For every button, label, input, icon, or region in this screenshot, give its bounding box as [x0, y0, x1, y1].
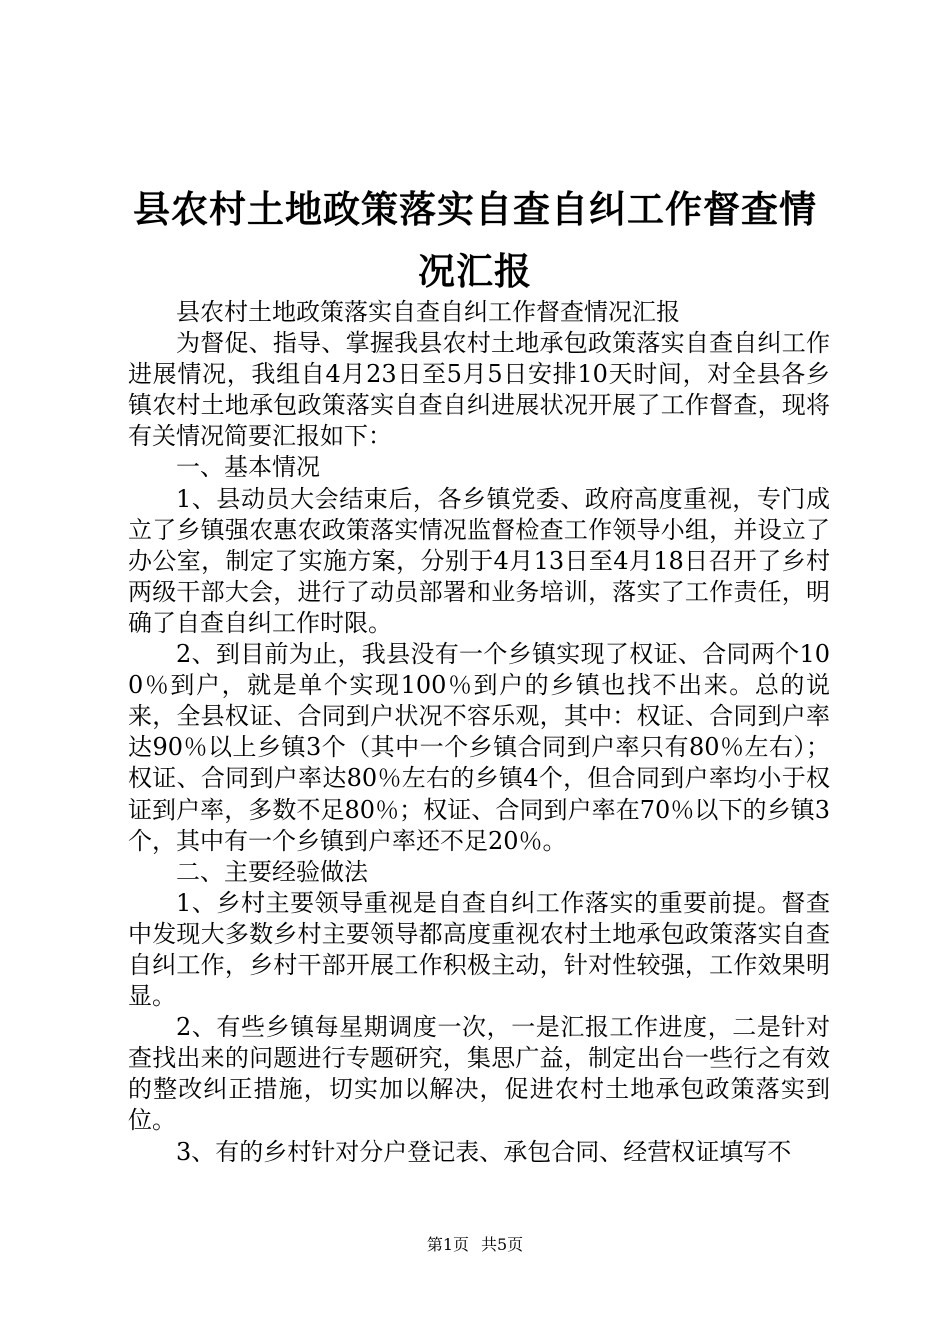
document-title: 县农村土地政策落实自查自纠工作督查情况汇报: [133, 187, 817, 293]
document-body: [128, 297, 830, 1168]
paragraph-experience-2: 2、有些乡镇每星期调度一次，一是汇报工作进度，二是针对查找出来的问题进行专题研究，集思广益，制定出台一些行之有效的整改纠正措施，切实加以解决，促进农村土地承包政策落实到位。: [128, 1013, 830, 1135]
paragraph-experience-3: 3、有的乡村针对分户登记表、承包合同、经营权证填写不: [176, 1137, 792, 1166]
page-footer: [0, 1235, 950, 1255]
paragraph-basic-2: 2、到目前为止，我县没有一个乡镇实现了权证、合同两个100％到户，就是单个实现100％到户的乡镇也找不出来。总的说来，全县权证、合同到户状况不容乐观，其中：权证、合同到户率达90％以上乡镇3个（其中一个乡镇合同到户率只有80％左右）；权证、合同到户率达80％左右的乡镇4个，但合同到户率均小于权证到户率，多数不足80％；权证、合同到户率在70％以下的乡镇3个，其中有一个乡镇到户率还不足20％。: [128, 640, 830, 855]
section-heading-experience: 二、主要经验做法: [176, 857, 368, 886]
page-total: 共5页: [481, 1235, 524, 1254]
paragraph-experience-1: 1、乡村主要领导重视是自查自纠工作落实的重要前提。督查中发现大多数乡村主要领导都高度重视农村土地承包政策落实自查自纠工作，乡村干部开展工作积极主动，针对性较强，工作效果明显。: [128, 888, 830, 1011]
section-heading-basic: 一、基本情况: [176, 453, 320, 482]
paragraph-intro: 为督促、指导、掌握我县农村土地承包政策落实自查自纠工作进展情况，我组自4月23日至5月5日安排10天时间，对全县各乡镇农村土地承包政策落实自查自纠进展状况开展了工作督查，现将有关情况简要汇报如下：: [128, 329, 830, 451]
page-number: 第1页: [426, 1235, 469, 1254]
paragraph-basic-1: 1、县动员大会结束后，各乡镇党委、政府高度重视，专门成立了乡镇强农惠农政策落实情况监督检查工作领导小组，并设立了办公室，制定了实施方案，分别于4月13日至4月18日召开了乡村两级干部大会，进行了动员部署和业务培训，落实了工作责任，明确了自查自纠工作时限。: [128, 484, 830, 637]
paragraph-subtitle: 县农村土地政策落实自查自纠工作督查情况汇报: [176, 298, 680, 326]
